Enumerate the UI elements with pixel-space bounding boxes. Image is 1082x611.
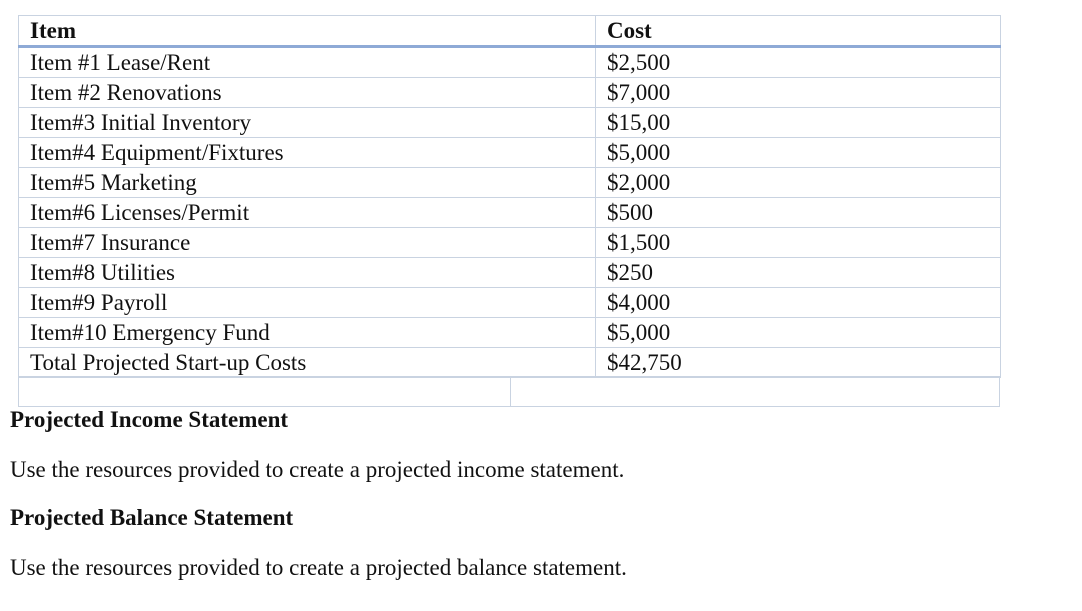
empty-table-row bbox=[18, 376, 1000, 407]
table-row bbox=[19, 198, 1001, 228]
table-row bbox=[19, 288, 1001, 318]
cost-cell: $4,000 bbox=[596, 288, 1001, 318]
table-row bbox=[19, 318, 1001, 348]
total-cost-cell: $42,750 bbox=[596, 348, 1001, 378]
item-cell: Item#6 Licenses/Permit bbox=[19, 198, 596, 228]
cost-cell: $2,500 bbox=[596, 47, 1001, 78]
table-row bbox=[19, 47, 1001, 78]
table-total-row bbox=[19, 348, 1001, 378]
item-cell: Item#8 Utilities bbox=[19, 258, 596, 288]
balance-statement-text: Use the resources provided to create a projected balance statement. bbox=[10, 555, 627, 580]
item-cell: Item#9 Payroll bbox=[19, 288, 596, 318]
item-cell: Item#10 Emergency Fund bbox=[19, 318, 596, 348]
table-row bbox=[19, 258, 1001, 288]
cost-cell: $1,500 bbox=[596, 228, 1001, 258]
balance-statement-heading: Projected Balance Statement bbox=[10, 505, 294, 530]
table-header-row bbox=[19, 16, 1001, 47]
item-cell: Item #1 Lease/Rent bbox=[19, 47, 596, 78]
table-row bbox=[19, 168, 1001, 198]
income-statement-heading: Projected Income Statement bbox=[10, 407, 289, 432]
item-cell: Item#5 Marketing bbox=[19, 168, 596, 198]
table-row bbox=[19, 108, 1001, 138]
startup-costs-table bbox=[18, 15, 1001, 378]
column-header-cost: Cost bbox=[596, 16, 1001, 47]
total-label-cell: Total Projected Start-up Costs bbox=[19, 348, 596, 378]
cost-cell: $5,000 bbox=[596, 318, 1001, 348]
table-row bbox=[19, 228, 1001, 258]
cost-cell: $2,000 bbox=[596, 168, 1001, 198]
column-header-item: Item bbox=[19, 16, 596, 47]
cost-cell: $500 bbox=[596, 198, 1001, 228]
item-cell: Item #2 Renovations bbox=[19, 78, 596, 108]
item-cell: Item#7 Insurance bbox=[19, 228, 596, 258]
empty-row-divider bbox=[510, 377, 511, 406]
cost-cell: $15,00 bbox=[596, 108, 1001, 138]
table-row bbox=[19, 138, 1001, 168]
cost-cell: $7,000 bbox=[596, 78, 1001, 108]
item-cell: Item#3 Initial Inventory bbox=[19, 108, 596, 138]
income-statement-text: Use the resources provided to create a projected income statement. bbox=[10, 457, 625, 482]
cost-cell: $5,000 bbox=[596, 138, 1001, 168]
table-row bbox=[19, 78, 1001, 108]
cost-cell: $250 bbox=[596, 258, 1001, 288]
item-cell: Item#4 Equipment/Fixtures bbox=[19, 138, 596, 168]
